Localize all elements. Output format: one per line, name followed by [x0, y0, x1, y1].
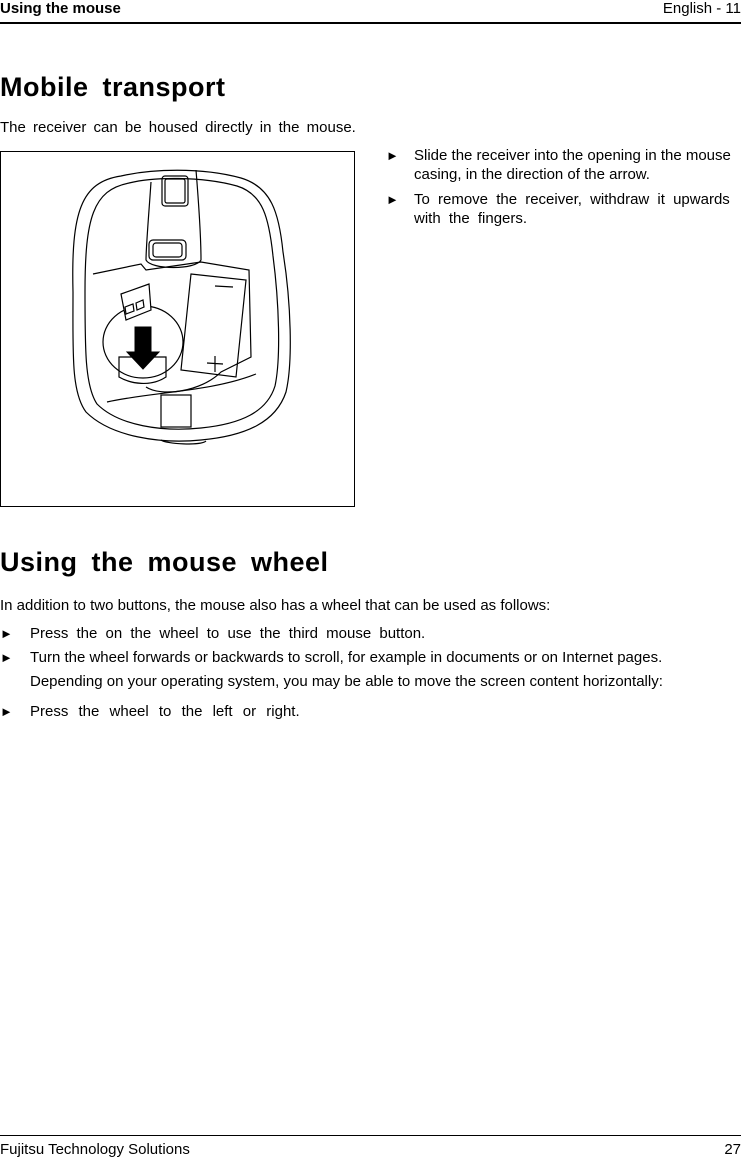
bullet-arrow-icon: ►: [386, 148, 399, 163]
mobile-transport-intro: The receiver can be housed directly in the mouse.: [0, 119, 356, 136]
mouse-wheel-intro: In addition to two buttons, the mouse also has a wheel that can be used as follows:: [0, 597, 551, 614]
header-page-ref: English - 11: [662, 0, 741, 17]
mouse-receiver-illustration: [0, 151, 355, 507]
mobile-transport-steps: [386, 146, 741, 234]
item-text: Turn the wheel forwards or backwards to scroll, for example in documents or on Internet pages.: [30, 649, 663, 666]
list-item: [0, 702, 741, 726]
mouse-wheel-list: [0, 624, 741, 726]
list-item: [0, 648, 741, 672]
note-text: Depending on your operating system, you may be able to move the screen content horizontally:: [30, 673, 663, 690]
item-text: Press the wheel to the left or right.: [30, 703, 300, 720]
footer-company: Fujitsu Technology Solutions: [0, 1141, 190, 1158]
list-note: [0, 672, 741, 702]
bullet-arrow-icon: ►: [0, 626, 13, 641]
item-text: Press the on the wheel to use the third mouse button.: [30, 625, 426, 642]
bullet-arrow-icon: ►: [386, 192, 399, 207]
page-header: [0, 0, 741, 24]
step-text: To remove the receiver, withdraw it upwards with the fingers.: [414, 191, 730, 227]
insert-arrow-icon: [127, 327, 159, 369]
heading-using-mouse-wheel: Using the mouse wheel: [0, 547, 329, 577]
bullet-arrow-icon: ►: [0, 704, 13, 719]
heading-mobile-transport: Mobile transport: [0, 72, 226, 102]
bullet-arrow-icon: ►: [0, 650, 13, 665]
mouse-diagram: [1, 152, 354, 506]
list-item: [0, 624, 741, 648]
header-section-title: Using the mouse: [0, 0, 121, 17]
list-item: [386, 146, 741, 184]
page-footer: [0, 1135, 741, 1159]
list-item: [386, 190, 741, 228]
footer-page-number: 27: [724, 1141, 741, 1158]
step-text: Slide the receiver into the opening in the mouse casing, in the direction of the arrow.: [414, 147, 731, 183]
